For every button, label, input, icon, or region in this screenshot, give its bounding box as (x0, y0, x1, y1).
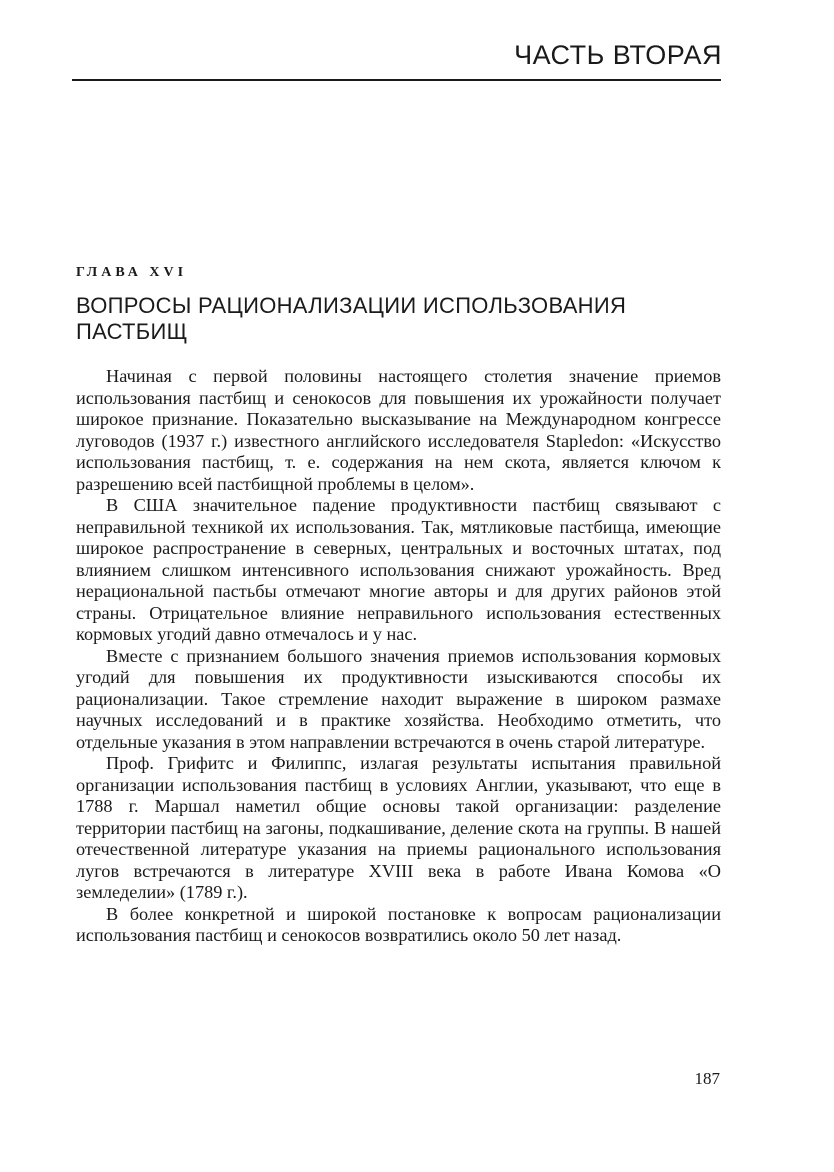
chapter-label: ГЛАВА XVI (76, 265, 188, 280)
body-text (76, 366, 721, 947)
paragraph-3: Вместе с признанием большого значения приемов использования кормовых угодий для повышения их продуктивности изыскиваются способы их рационализации. Такое стремление находит выражение в широком размахе научных исследований и в практике хозяйства. Необходимо отметить, что отдельные указания в этом направлении встречаются в очень старой литературе. (76, 645, 721, 752)
paragraph-1: Начиная с первой половины настоящего столетия значение приемов использования пастбищ и сенокосов для повышения их урожайности получает широкое признание. Показательно высказывание на Международном конгрессе луговодов (1937 г.) известного английского исследователя Stapledon: «Искусство использования пастбищ, т. е. содержания на нем скота, является ключом к разрешению всей пастбищной проблемы в целом». (76, 366, 721, 494)
paragraph-5: В более конкретной и широкой постановке к вопросам рационализации использования пастбищ и сенокосов возвратились около 50 лет назад. (76, 903, 721, 945)
running-head: ЧАСТЬ ВТОРАЯ (514, 40, 722, 70)
chapter-title: ВОПРОСЫ РАЦИОНАЛИЗАЦИИ ИСПОЛЬЗОВАНИЯ ПАСТБИЩ (76, 293, 627, 344)
page-number: 187 (694, 1069, 720, 1088)
paragraph-2: В США значительное падение продуктивности пастбищ связывают с неправильной техникой их использования. Так, мятликовые пастбища, имеющие широкое распространение в северных, центральных и восточных штатах, под влиянием слишком интенсивного использования снижают урожайность. Вред нерациональной пастьбы отмечают многие авторы и для других районов этой страны. Отрицательное влияние неправильного использования естественных кормовых угодий давно отмечалось и у нас. (76, 495, 721, 644)
header-rule (72, 79, 721, 81)
paragraph-4: Проф. Грифитс и Филиппс, излагая результаты испытания правильной организации использования пастбищ в условиях Англии, указывают, что еще в 1788 г. Маршал наметил общие основы такой организации: разделение территории пастбищ на загоны, подкашивание, деление скота на группы. В нашей отечественной литературе указания на приемы рационального использования лугов встречаются в литературе XVIII века в работе Ивана Комова «О земледелии» (1789 г.). (76, 753, 721, 902)
